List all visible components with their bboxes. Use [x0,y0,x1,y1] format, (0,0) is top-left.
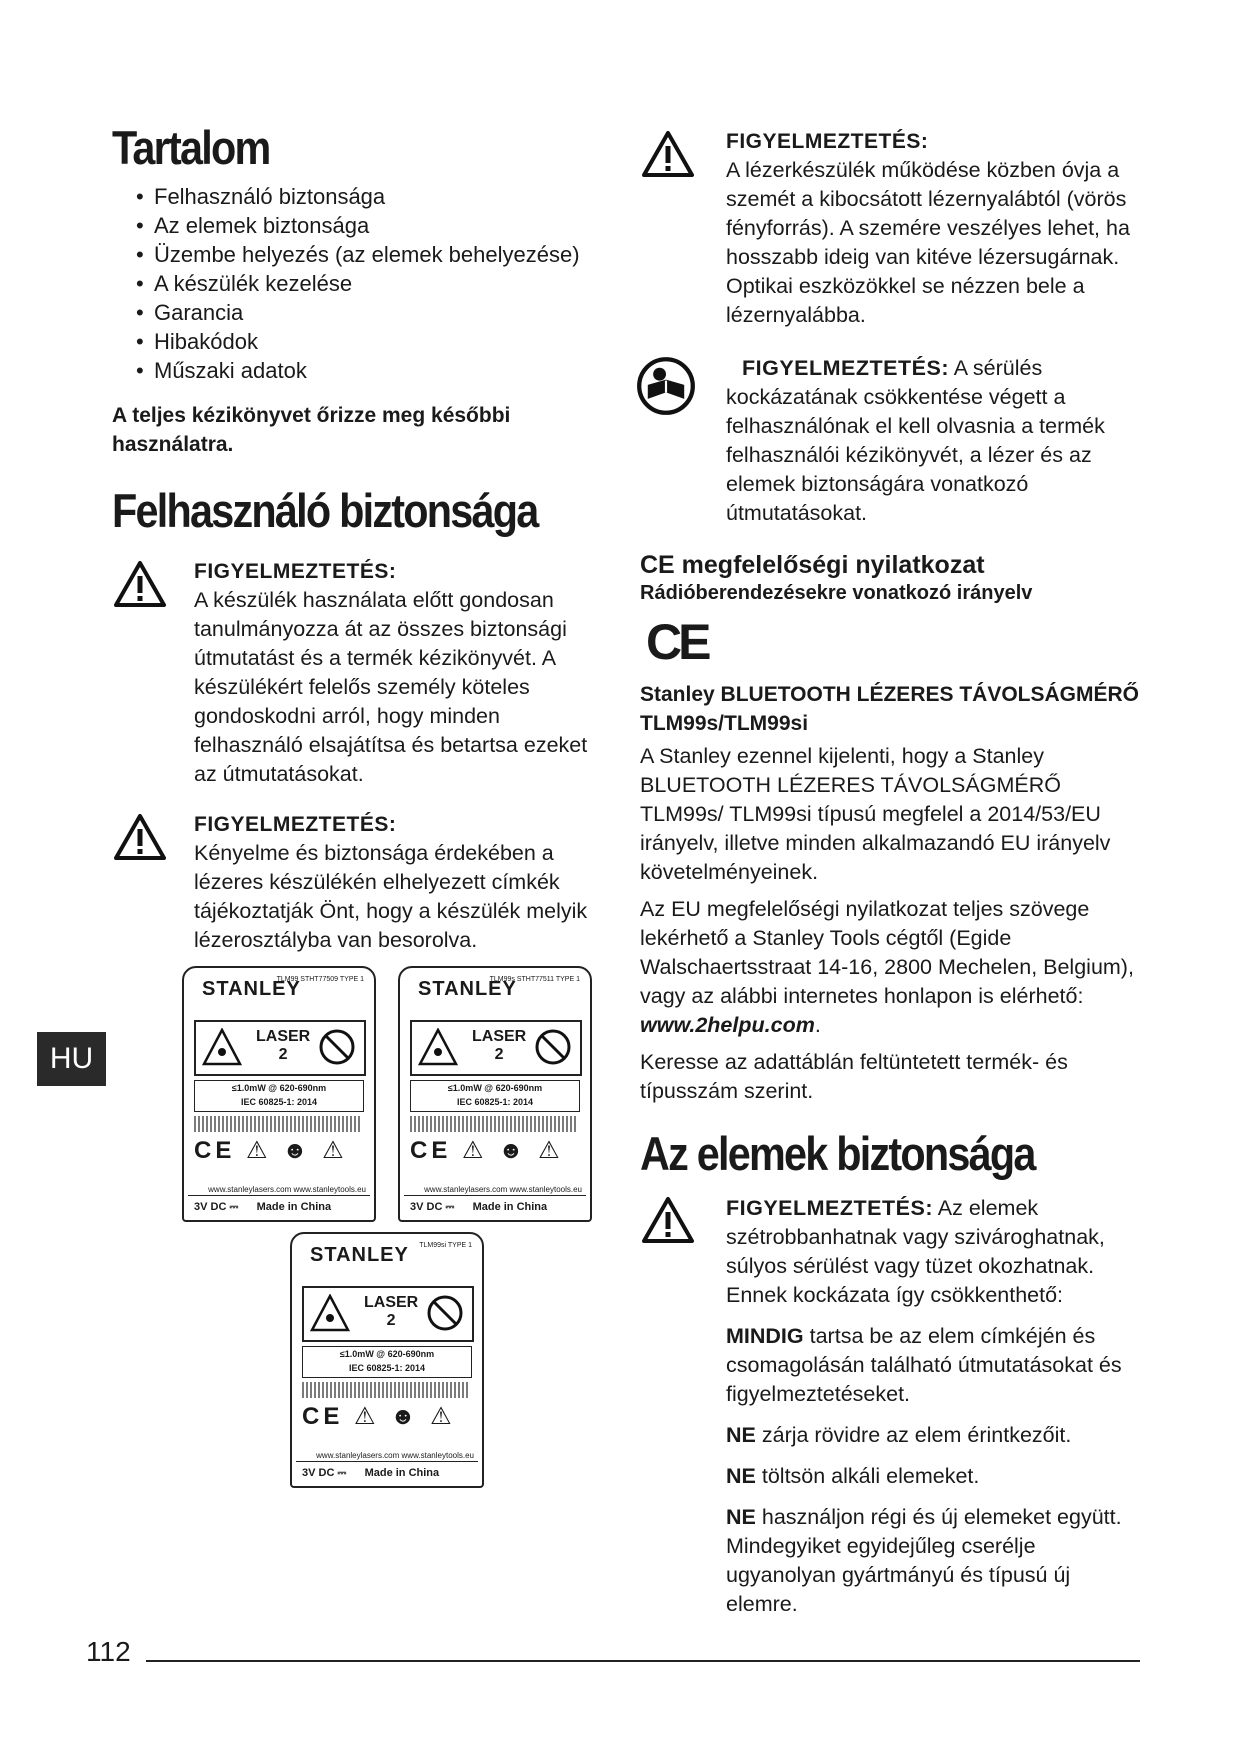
no-stare-icon [426,1294,464,1332]
website-link[interactable]: www.2helpu.com [640,1013,815,1037]
never-rule: NE zárja rövidre az elem érintkezőit. [726,1422,1072,1447]
no-stare-icon [534,1028,572,1066]
page-number: 112 [86,1636,131,1667]
ce-declaration-title: CE megfelelőségi nyilatkozat [640,551,985,579]
search-instruction: Keresse az adattáblán feltüntetett termék- és típusszám szerint. [640,1050,1068,1103]
laser-class: 2 [278,1046,288,1063]
laser-class-box [410,1020,582,1076]
laser-label-tlm99s: STANLEY TLM99s STHT77511 TYPE 1 LASER 2 ≤1.0mW @ 620-690nm IEC 60825-1: 2014 CE ⚠ ☻ ⚠ www.stanleylasers.com www.stanleytools.eu 3V DC ⎓ Made in China [398,966,592,1222]
laser-label-tlm99: STANLEY TLM99 STHT77509 TYPE 1 LASER 2 ≤1.0mW @ 620-690nm IEC 60825-1: 2014 CE ⚠ ☻ ⚠ www.stanleylasers.com www.stanleytools.eu 3V DC ⎓ Made in China [182,966,376,1222]
laser-class: 2 [386,1312,396,1329]
label-brand: STANLEY [202,978,301,1000]
never-rule: NE töltsön alkáli elemeket. [726,1463,980,1488]
label-brand: STANLEY [310,1244,409,1266]
laser-text: LASER [364,1294,419,1311]
fine-print [302,1382,470,1398]
label-websites: www.stanleylasers.com www.stanleytools.eu [208,1185,366,1194]
laser-text: LASER [256,1028,311,1045]
laser-class-box [194,1020,366,1076]
product-name: Stanley BLUETOOTH LÉZERES TÁVOLSÁGMÉRŐ TLM99s/TLM99si [640,683,1139,735]
label-made-in: Made in China [364,1467,440,1479]
toc-list [112,182,612,385]
warning-text: Kényelme és biztonsága érdekében a lézeres készülékén elhelyezett címkék tájékoztatják Önt, hogy a készülék melyik lézerosztályba van besorolva. [194,841,588,953]
label-model: TLM99si TYPE 1 [419,1242,472,1249]
never-rule: NE használjon régi és új elemeket együtt. Mindegyiket egyidejűleg cserélje ugyanolyan gyártmányú és típusú új elemre. [726,1504,1122,1616]
footer-rule [146,1660,1140,1662]
warning-title: FIGYELMEZTETÉS: [742,356,949,380]
warning-title: FIGYELMEZTETÉS: [194,813,397,837]
always-rule: MINDIG tartsa be az elem címkéjén és csomagolásán található útmutatásokat és figyelmeztetéseket. [726,1323,1122,1406]
toc-title: Tartalom [112,121,270,174]
warning-triangle-icon [114,813,166,861]
warning-triangle-icon [114,560,166,608]
warning-text: Az elemek szétrobbanhatnak vagy szivároghatnak, súlyos sérülést vagy tüzet okozhatnak. Ennek kockázata így csökkenthető: [726,1195,1105,1307]
toc-item: • Az elemek biztonsága [136,211,612,240]
laser-warning-icon [418,1028,458,1066]
laser-class: 2 [494,1046,504,1063]
label-websites: www.stanleylasers.com www.stanleytools.eu [316,1451,474,1460]
toc-item: • Üzembe helyezés (az elemek behelyezése) [136,240,612,269]
warning-text: A lézerkészülék működése közben óvja a szemét a kibocsátott lézernyalábtól (vörös fényforrás). A szemére veszélyes lehet, ha hosszabb ideig van kitéve lézersugárnak. Optikai eszközökkel se nézzen bele a lézernyalábba. [726,158,1130,327]
label-voltage: 3V DC [194,1201,227,1213]
toc-item: • Felhasználó biztonsága [136,182,612,211]
laser-class-box [302,1286,474,1342]
user-safety-title: Felhasználó biztonsága [112,483,538,537]
label-made-in: Made in China [472,1201,548,1213]
warning-block [640,128,1140,330]
label-brand: STANLEY [418,978,517,1000]
warning-text: A sérülés kockázatának csökkentése végett a felhasználónak el kell olvasnia a termék felhasználói kézikönyvét, a lézer és az elemek biztonságára vonatkozó útmutatásokat. [726,356,1105,525]
keep-manual-note: A teljes kézikönyvet őrizze meg későbbi használatra. [112,403,511,456]
eu-declaration-text: Az EU megfelelőségi nyilatkozat teljes szövege lekérhető a Stanley Tools cégtől (Egide Walschaertsstraat 14-16, 2800 Mechelen, Belgium), vagy az alábbi internetes honlapon is elérhető: [640,897,1134,1008]
warning-triangle-icon [642,130,694,178]
fine-print [194,1116,362,1132]
laser-spec: ≤1.0mW @ 620-690nm IEC 60825-1: 2014 [302,1346,472,1378]
right-column: FIGYELMEZTETÉS: A lézerkészülék működése közben óvja a szemét a kibocsátott lézernyalábtól (vörös fényforrás). A szemére veszélyes lehet, ha hosszabb ideig van kitéve lézersugárnak. Optikai eszközökkel se nézzen bele a lézernyalábba. FIGYELMEZTETÉS: A sérülés kockázatának csökkentése végett a felhasználónak el kell olvasnia a termék felhasználói kézikönyvét, a lézer és az elemek biztonságára vonatkozó útmutatásokat. CE megfelelőségi nyilatkozat Rádióberendezésekre vonatkozó irányelv CE Stanley BLUETOOTH LÉZERES TÁVOLSÁGMÉRŐ TLM99s/TLM99si A Stanley ezennel kijelenti, hogy a Stanley BLUETOOTH LÉZERES TÁVOLSÁGMÉRŐ TLM99s/ TLM99si típusú megfelel a 2014/53/EU irányelv, illetve minden alkalmazandó EU irányelv követelményeinek. Az EU megfelelőségi nyilatkozat teljes szövege lekérhető a Stanley Tools cégtől (Egide Walschaertsstraat 14-16, 2800 Mechelen, Belgium), vagy az alábbi internetes honlapon is elérhető: www.2helpu.com. Keresse az adattáblán feltüntetett termék- és típusszám szerint. Az elemek biztonsága FIGYELMEZTETÉS: Az elemek szétrobbanhatnak vagy szivároghatnak, súlyos sérülést vagy tüzet okozhatnak. Ennek kockázata így csökkenthető: MINDIG tartsa be az elem címkéjén és csomagolásán található útmutatásokat és figyelmeztetéseket. NE zárja rövidre az elem érintkezőit. NE töltsön alkáli elemeket. NE használjon régi és új elemeket együtt. Mindegyiket egyidejűleg cserélje ugyanolyan gyártmányú és típusú új elemre. [640,128,1140,1619]
battery-safety-title: Az elemek biztonsága [640,1127,1035,1180]
laser-spec: ≤1.0mW @ 620-690nm IEC 60825-1: 2014 [410,1080,580,1112]
ce-mark-icon: CE [646,614,708,670]
warning-block [640,354,1140,528]
toc-item: • Garancia [136,298,612,327]
label-voltage: 3V DC [302,1467,335,1479]
laser-warning-icon [202,1028,242,1066]
left-column [112,122,612,955]
warning-block [112,811,612,955]
certification-icons: CE ⚠ ☻ ⚠ [302,1403,456,1430]
declaration-text: A Stanley ezennel kijelenti, hogy a Stanley BLUETOOTH LÉZERES TÁVOLSÁGMÉRŐ TLM99s/ TLM99si típusú megfelel a 2014/53/EU irányelv, illetve minden alkalmazandó EU irányelv követelményeinek. [640,744,1111,884]
label-made-in: Made in China [256,1201,332,1213]
no-stare-icon [318,1028,356,1066]
label-voltage: 3V DC [410,1201,443,1213]
certification-icons: CE ⚠ ☻ ⚠ [410,1137,564,1164]
label-websites: www.stanleylasers.com www.stanleytools.eu [424,1185,582,1194]
warning-title: FIGYELMEZTETÉS: [726,130,929,153]
toc-item: • Hibakódok [136,327,612,356]
warning-title: FIGYELMEZTETÉS: [726,1195,933,1220]
warning-block [640,1194,1140,1619]
warning-title: FIGYELMEZTETÉS: [194,560,397,584]
label-model: TLM99 STHT77509 TYPE 1 [276,976,364,983]
warning-text: A készülék használata előtt gondosan tanulmányozza át az összes biztonsági útmutatást és a termék kézikönyvét. A készülékért felelős személy köteles gondoskodni arról, hogy minden felhasználó elsajátítsa és betartsa ezeket az útmutatásokat. [194,588,588,787]
laser-text: LASER [472,1028,527,1045]
laser-spec: ≤1.0mW @ 620-690nm IEC 60825-1: 2014 [194,1080,364,1112]
ce-declaration-subtitle: Rádióberendezésekre vonatkozó irányelv [640,582,1033,604]
laser-warning-icon [310,1294,350,1332]
label-model: TLM99s STHT77511 TYPE 1 [489,976,580,983]
toc-item: • A készülék kezelése [136,269,612,298]
language-tab: HU [37,1032,106,1086]
warning-triangle-icon [642,1196,694,1244]
warning-block [112,558,612,789]
fine-print [410,1116,578,1132]
toc-item: • Műszaki adatok [136,356,612,385]
read-manual-icon [636,356,696,416]
certification-icons: CE ⚠ ☻ ⚠ [194,1137,348,1164]
laser-label-tlm99si: STANLEY TLM99si TYPE 1 LASER 2 ≤1.0mW @ 620-690nm IEC 60825-1: 2014 CE ⚠ ☻ ⚠ www.stanleylasers.com www.stanleytools.eu 3V DC ⎓ Made in China [290,1232,484,1488]
